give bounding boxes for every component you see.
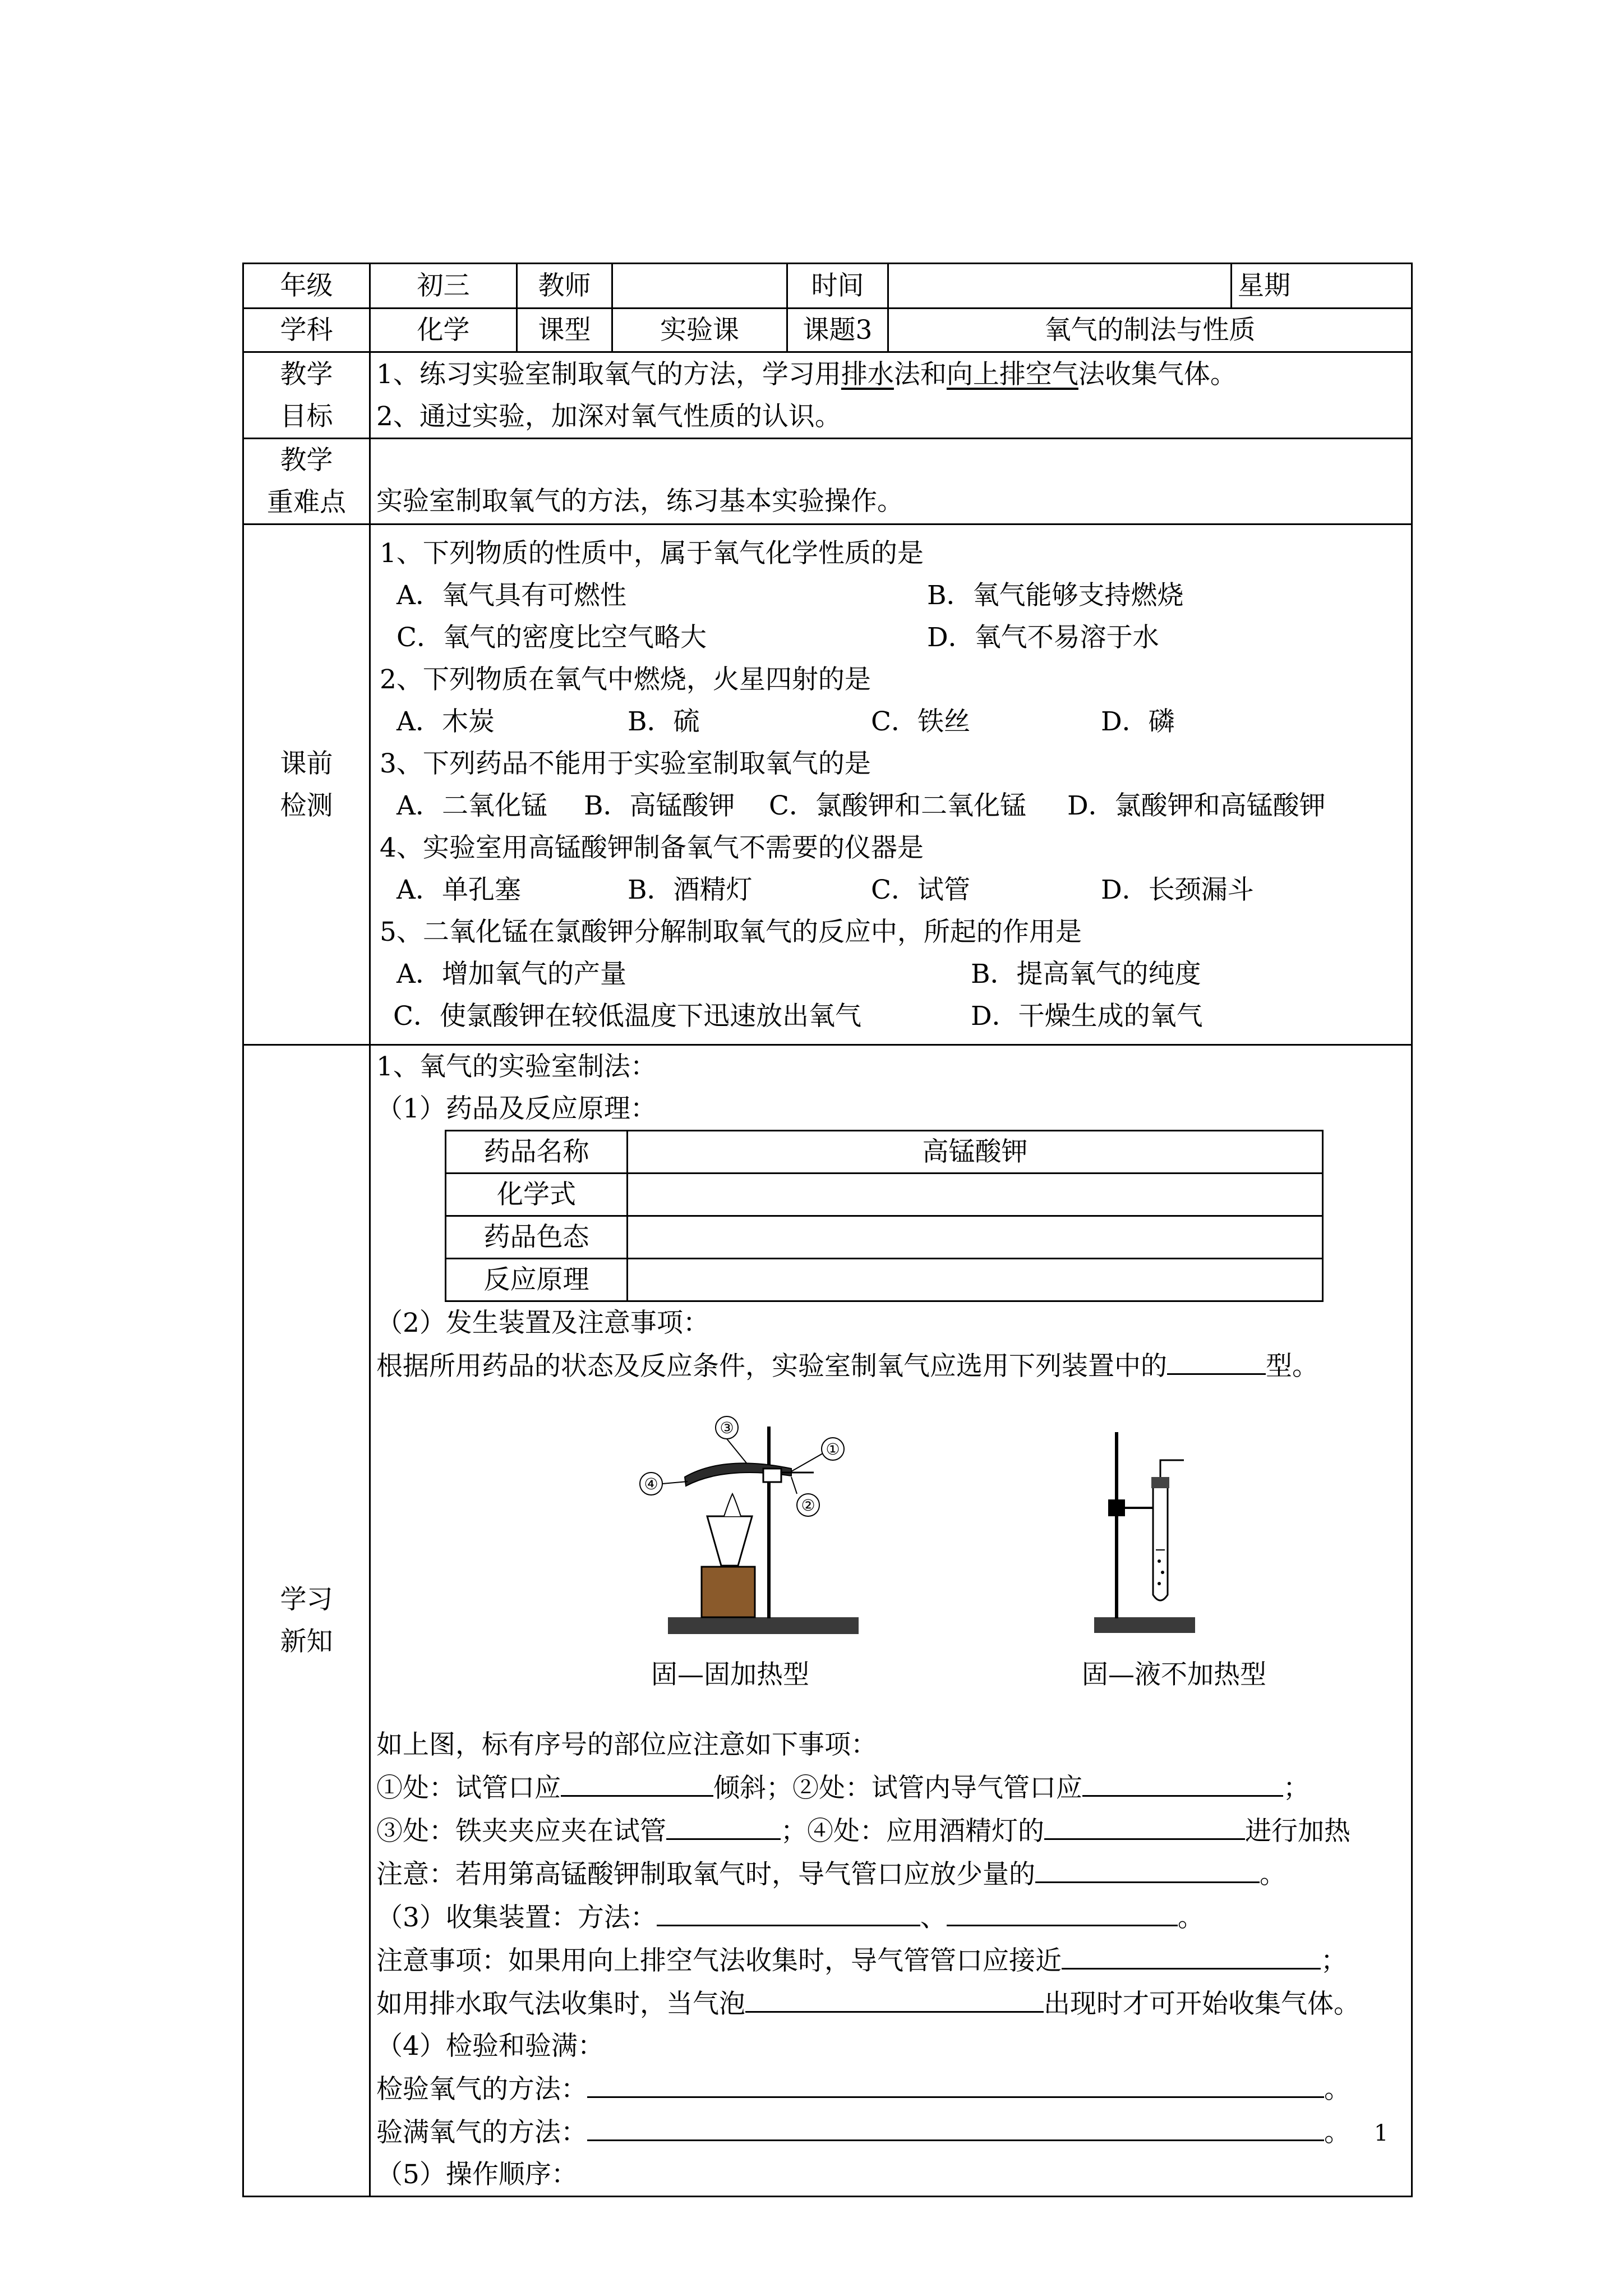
formula-value — [628, 1174, 1323, 1216]
blank-bubbles[interactable] — [745, 1982, 1044, 2013]
pretest-label-line2: 检测 — [280, 790, 333, 821]
q2-option-c: C．铁丝 — [871, 706, 970, 737]
newknow-label-line2: 新知 — [280, 1626, 333, 1657]
keypoints-row — [243, 439, 1412, 524]
q4-option-c: C．试管 — [871, 874, 970, 905]
flame — [724, 1494, 741, 1516]
question-1: 1、下列物质的性质中，属于氧气化学性质的是 — [380, 537, 924, 569]
q4-option-d: D．长颈漏斗 — [1101, 874, 1254, 905]
newknow-label-line1: 学习 — [280, 1584, 333, 1615]
q1-option-a: A．氧气具有可燃性 — [396, 579, 626, 611]
question-2-options — [376, 701, 1405, 743]
subsection-2-title: （2）发生装置及注意事项： — [376, 1308, 709, 1338]
iron-clamp — [763, 1469, 781, 1482]
question-5-options-c — [376, 995, 1405, 1037]
subsection-5-title: （5）操作顺序： — [376, 2159, 578, 2190]
blank-tube-mouth[interactable] — [561, 1766, 713, 1797]
marker-4: ④ — [644, 1475, 658, 1493]
grade-value: 初三 — [370, 264, 517, 309]
stand-base-2 — [1094, 1617, 1195, 1633]
subject-label: 学科 — [243, 309, 370, 352]
goals-label-line2: 目标 — [280, 401, 333, 432]
note-line-1: ①处：试管口应 倾斜；②处：试管内导气管口应 ； — [376, 1766, 1405, 1809]
keypoints-text — [370, 439, 1412, 524]
keypoints-label — [243, 439, 370, 524]
reaction-label: 反应原理 — [446, 1259, 628, 1301]
lesson-plan-table — [242, 263, 1413, 2197]
reagent-name-label: 药品名称 — [446, 1131, 628, 1174]
teacher-label: 教师 — [517, 264, 612, 309]
reagent-row — [446, 1259, 1323, 1301]
q4-option-b: B．酒精灯 — [628, 874, 753, 905]
q4-option-a: A．单孔塞 — [396, 874, 521, 905]
appearance-label: 药品色态 — [446, 1216, 628, 1259]
blank-method-1[interactable] — [657, 1895, 920, 1926]
solid-solid-heating-apparatus — [623, 1415, 903, 1651]
q5-option-b: B．提高氧气的纯度 — [971, 958, 1201, 990]
note-line-5: 如用排水取气法收集时，当气泡 出现时才可开始收集气体。 — [376, 1982, 1405, 2025]
alcohol-lamp — [707, 1516, 752, 1566]
subsection-4-title: （4）检验和验满： — [376, 2031, 604, 2062]
q1-option-d: D．氧气不易溶于水 — [927, 622, 1159, 653]
stand-base — [668, 1617, 859, 1634]
q2-option-a: A．木炭 — [396, 706, 495, 737]
fig1-caption: 固—固加热型 — [651, 1659, 809, 1690]
question-2: 2、下列物质在氧气中燃烧，火星四射的是 — [380, 664, 871, 695]
pretest-row — [243, 524, 1412, 1045]
goals-label — [243, 352, 370, 439]
topic-value: 氧气的制法与性质 — [888, 309, 1412, 352]
reagent-table — [445, 1130, 1324, 1302]
subsection-1-title: （1）药品及反应原理： — [376, 1093, 657, 1124]
delivery-tube-2 — [1160, 1460, 1184, 1477]
note-intro: 如上图，标有序号的部位应注意如下事项： — [376, 1729, 877, 1760]
full-line: 验满氧气的方法： 。 — [376, 2110, 1405, 2154]
subject-value: 化学 — [370, 309, 517, 352]
wood-block — [702, 1567, 755, 1617]
teacher-value — [612, 264, 787, 309]
formula-label: 化学式 — [446, 1174, 628, 1216]
goals-text — [370, 352, 1412, 439]
question-5: 5、二氧化锰在氯酸钾分解制取氧气的反应中，所起的作用是 — [380, 916, 1082, 947]
q5-option-c: C．使氯酸钾在较低温度下迅速放出氧气 — [393, 1000, 861, 1032]
keypoints-label-line2: 重难点 — [267, 487, 346, 518]
reagent-row — [446, 1174, 1323, 1216]
apparatus-figures — [376, 1387, 1405, 1724]
fig2-caption: 固—液不加热型 — [1082, 1659, 1266, 1690]
marker-1: ① — [826, 1440, 840, 1458]
section-title: 1、氧气的实验室制法： — [376, 1051, 657, 1082]
question-4-options — [376, 869, 1405, 911]
blank-check-method[interactable] — [587, 2067, 1324, 2098]
appearance-value — [628, 1216, 1323, 1259]
note-line-2: ③处：铁夹夹应夹在试管 ；④处：应用酒精灯的 进行加热 — [376, 1809, 1405, 1852]
keypoints-content: 实验室制取氧气的方法，练习基本实验操作。 — [376, 486, 903, 517]
reaction-value — [628, 1259, 1323, 1301]
question-3-options — [376, 785, 1405, 827]
device-select-line: 根据所用药品的状态及反应条件，实验室制氧气应选用下列装置中的 型。 — [376, 1344, 1405, 1387]
marker-3: ③ — [720, 1419, 734, 1437]
q3-option-a: A．二氧化锰 — [396, 790, 547, 821]
goal-1: 1、练习实验室制取氧气的方法，学习用排水法和向上排空气法收集气体。 — [376, 358, 1237, 390]
q1-option-b: B．氧气能够支持燃烧 — [927, 579, 1184, 611]
q2-option-d: D．磷 — [1101, 706, 1175, 737]
note-line-3: 注意：若用第高锰酸钾制取氧气时，导气管口应放少量的 。 — [376, 1852, 1405, 1895]
q3-option-d: D．氯酸钾和高锰酸钾 — [1067, 790, 1326, 821]
q5-option-a: A．增加氧气的产量 — [396, 958, 626, 990]
blank-flame-part[interactable] — [1044, 1809, 1245, 1840]
question-5-options-a — [376, 953, 1405, 995]
blank-method-2[interactable] — [947, 1895, 1178, 1926]
note-line-4: 注意事项：如果用向上排空气法收集时，导气管管口应接近 ； — [376, 1939, 1405, 1982]
goals-row — [243, 352, 1412, 439]
reagent-row — [446, 1131, 1323, 1174]
q3-option-c: C．氯酸钾和二氧化锰 — [769, 790, 1026, 821]
goal-2: 2、通过实验，加深对氧气性质的认识。 — [376, 401, 841, 432]
solid-liquid-no-heat-apparatus — [1077, 1415, 1223, 1651]
reagent-name-value: 高锰酸钾 — [628, 1131, 1323, 1174]
weekday-label: 星期 — [1232, 264, 1412, 309]
stopper — [1151, 1477, 1169, 1488]
header-row-1 — [243, 264, 1412, 309]
keypoints-label-line1: 教学 — [280, 445, 333, 476]
reagent-row — [446, 1216, 1323, 1259]
type-value: 实验课 — [612, 309, 787, 352]
blank-full-method[interactable] — [587, 2110, 1324, 2141]
question-4: 4、实验室用高锰酸钾制备氧气不需要的仪器是 — [380, 832, 924, 863]
blank-clamp-position[interactable] — [666, 1809, 781, 1840]
page-number: 1 — [1374, 2120, 1389, 2146]
marker-2: ② — [801, 1496, 815, 1515]
newknow-label — [243, 1045, 370, 2197]
blank-cotton[interactable] — [1035, 1852, 1260, 1883]
grade-label: 年级 — [243, 264, 370, 309]
question-1-options-c — [376, 616, 1405, 659]
blank-tube-position[interactable] — [1062, 1939, 1321, 1970]
blank-tube-end[interactable] — [1082, 1766, 1283, 1797]
question-3: 3、下列药品不能用于实验室制取氧气的是 — [380, 748, 871, 779]
newknow-row — [243, 1045, 1412, 2197]
question-1-options-a — [376, 574, 1405, 616]
time-label: 时间 — [787, 264, 888, 309]
type-label: 课型 — [517, 309, 612, 352]
pretest-content — [370, 524, 1412, 1045]
goals-label-line1: 教学 — [280, 358, 333, 390]
newknow-content — [370, 1045, 1412, 2197]
q2-option-b: B．硫 — [628, 706, 700, 737]
pretest-label — [243, 524, 370, 1045]
header-row-2 — [243, 309, 1412, 352]
q1-option-c: C．氧气的密度比空气略大 — [396, 622, 707, 653]
check-line: 检验氧气的方法： 。 — [376, 2067, 1405, 2110]
device-type-blank[interactable] — [1167, 1344, 1266, 1375]
q5-option-d: D．干燥生成的氧气 — [971, 1000, 1203, 1032]
collect-line: （3）收集装置：方法： 、 。 — [376, 1895, 1405, 1939]
pretest-label-line1: 课前 — [280, 748, 333, 779]
time-value — [888, 264, 1232, 309]
topic-label: 课题3 — [787, 309, 888, 352]
q3-option-b: B．高锰酸钾 — [584, 790, 735, 821]
